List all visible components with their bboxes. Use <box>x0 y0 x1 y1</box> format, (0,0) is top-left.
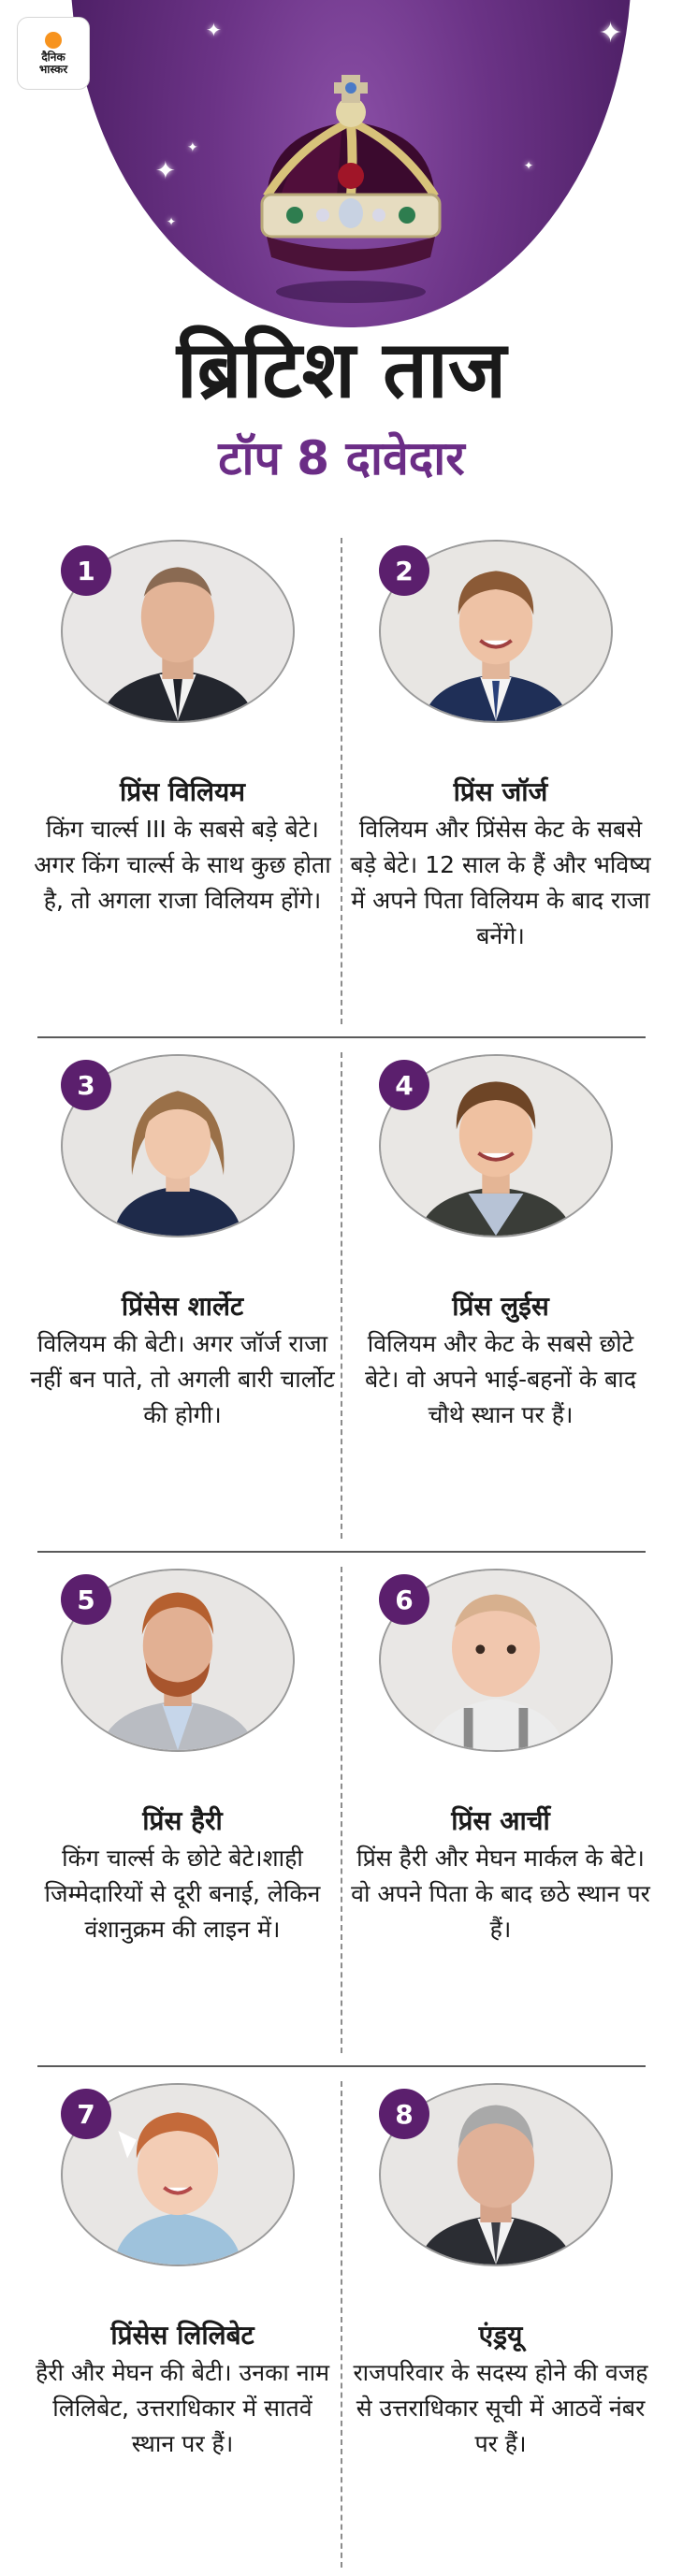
rank-badge: 2 <box>379 545 429 596</box>
sparkle-icon: ✦ <box>167 215 177 228</box>
contender-description: किंग चार्ल्स III के सबसे बड़े बेटे। अगर किंग चार्ल्स के साथ कुछ होता है, तो अगला राजा विलियम होंगे। <box>34 816 331 914</box>
contender-name: प्रिंस जॉर्ज <box>453 776 548 807</box>
contender-card <box>346 1043 655 1553</box>
sparkle-icon: ✦ <box>155 157 176 185</box>
contender-name: प्रिंसेस शार्लेट <box>121 1291 244 1322</box>
header <box>0 0 683 524</box>
contender-card <box>28 1557 337 2067</box>
sparkle-icon: ✦ <box>599 17 623 50</box>
contender-description: राजपरिवार के सदस्य होने की वजह से उत्तराधिकार सूची में आठवें नंबर पर हैं। <box>353 2359 648 2457</box>
sparkle-icon: ✦ <box>206 19 222 41</box>
rank-badge: 8 <box>379 2089 429 2139</box>
sun-icon <box>45 32 62 49</box>
contender-card <box>346 1557 655 2067</box>
sparkle-icon: ✦ <box>187 140 198 155</box>
contender-row <box>28 1557 655 2067</box>
rank-badge: 3 <box>61 1060 111 1110</box>
page-title: ब्रिटिश ताज <box>176 324 507 415</box>
contender-name: प्रिंस आर्ची <box>451 1805 550 1836</box>
crown-icon <box>243 56 458 309</box>
contender-description: हैरी और मेघन की बेटी। उनका नाम लिलिबेट, उत्तराधिकार में सातवें स्थान पर हैं। <box>35 2359 330 2457</box>
contender-description: विलियम की बेटी। अगर जॉर्ज राजा नहीं बन पाते, तो अगली बारी चार्लोट की होगी। <box>30 1330 335 1428</box>
contender-card <box>28 1043 337 1553</box>
contender-row <box>28 1043 655 1553</box>
contender-name: प्रिंसेस लिलिबेट <box>110 2320 254 2351</box>
contender-card <box>28 2072 337 2576</box>
contender-card <box>346 2072 655 2576</box>
logo-line-1: दैनिक <box>41 50 65 64</box>
contender-name: प्रिंस विलियम <box>120 776 245 807</box>
contender-name: एंड्रयू <box>478 2320 523 2351</box>
contender-name: प्रिंस हैरी <box>142 1805 223 1836</box>
dainik-bhaskar-logo <box>17 17 90 90</box>
contender-row <box>28 528 655 1038</box>
contender-description: किंग चार्ल्स के छोटे बेटे।शाही जिम्मेदारियों से दूरी बनाई, लेकिन वंशानुक्रम की लाइन में। <box>44 1845 321 1943</box>
contender-card <box>28 528 337 1038</box>
contender-description: विलियम और प्रिंसेस केट के सबसे बड़े बेटे। 12 साल के हैं और भविष्य में अपने पिता विलियम के बाद राजा बनेंगे। <box>350 816 651 949</box>
contender-card <box>346 528 655 1038</box>
logo-line-2: भास्कर <box>38 62 68 76</box>
contender-description: प्रिंस हैरी और मेघन मार्कल के बेटे। वो अपने पिता के बाद छठे स्थान पर हैं। <box>351 1845 650 1943</box>
sparkle-icon: ✦ <box>524 159 534 172</box>
contender-name: प्रिंस लुईस <box>452 1291 549 1322</box>
contender-row <box>28 2072 655 2576</box>
rank-badge: 5 <box>61 1574 111 1625</box>
rank-badge: 7 <box>61 2089 111 2139</box>
contenders-grid <box>28 528 655 2576</box>
contender-description: विलियम और केट के सबसे छोटे बेटे। वो अपने भाई-बहनों के बाद चौथे स्थान पर हैं। <box>364 1330 637 1428</box>
page-subtitle: टॉप 8 दावेदार <box>218 431 465 485</box>
rank-badge: 6 <box>379 1574 429 1625</box>
rank-badge: 1 <box>61 545 111 596</box>
rank-badge: 4 <box>379 1060 429 1110</box>
